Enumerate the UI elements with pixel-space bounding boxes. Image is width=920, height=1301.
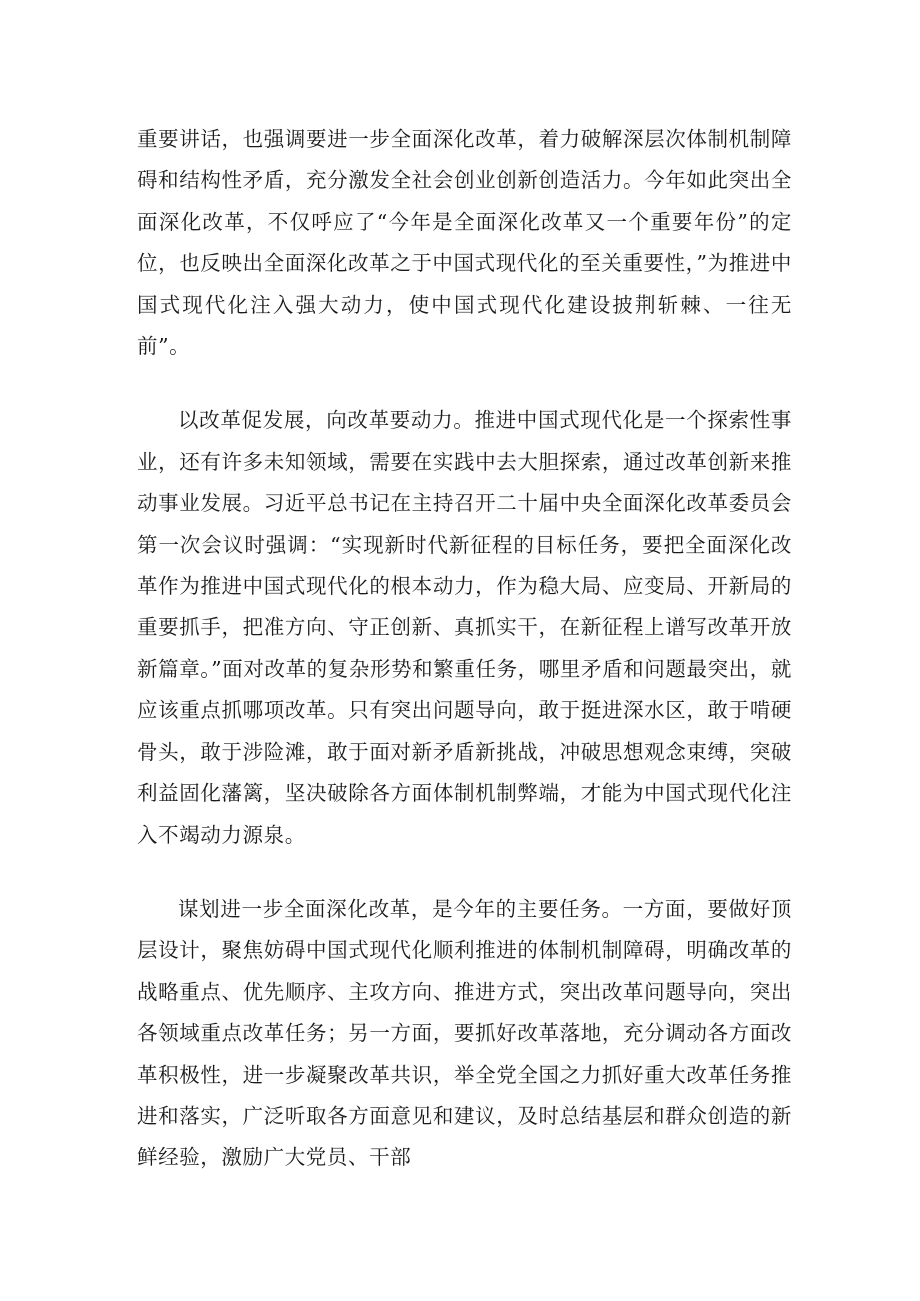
paragraph-3: 谋划进一步全面深化改革，是今年的主要任务。一方面，要做好顶层设计，聚焦妨碍中国式现代化顺利推进的体制机制障碍，明确改革的战略重点、优先顺序、主攻方向、推进方式，突出改革问题导向，突出各领域重点改革任务；另一方面，要抓好改革落地，充分调动各方面改革积极性，进一步凝聚改革共识，举全党全国之力抓好重大改革任务推进和落实，广泛听取各方面意见和建议，及时总结基层和群众创造的新鲜经验，激励广大党员、干部 bbox=[137, 896, 792, 1170]
document-body bbox=[137, 119, 792, 1212]
paragraph-2: 以改革促发展，向改革要动力。推进中国式现代化是一个探索性事业，还有许多未知领域，需要在实践中去大胆探索，通过改革创新来推动事业发展。习近平总书记在主持召开二十届中央全面深化改革委员会第一次会议时强调：“实现新时代新征程的目标任务，要把全面深化改革作为推进中国式现代化的根本动力，作为稳大局、应变局、开新局的重要抓手，把准方向、守正创新、真抓实干，在新征程上谱写改革开放新篇章。”面对改革的复杂形势和繁重任务，哪里矛盾和问题最突出，就应该重点抓哪项改革。只有突出问题导向，敢于挺进深水区，敢于啃硬骨头，敢于涉险滩，敢于面对新矛盾新挑战，冲破思想观念束缚，突破利益固化藩篱，坚决破除各方面体制机制弊端，才能为中国式现代化注入不竭动力源泉。 bbox=[137, 408, 792, 847]
paragraph-1: 重要讲话，也强调要进一步全面深化改革，着力破解深层次体制机制障碍和结构性矛盾，充分激发全社会创业创新创造活力。今年如此突出全面深化改革，不仅呼应了“今年是全面深化改革又一个重要年份”的定位，也反映出全面深化改革之于中国式现代化的至关重要性，”为推进中国式现代化注入强大动力，使中国式现代化建设披荆斩棘、一往无前”。 bbox=[137, 127, 792, 359]
